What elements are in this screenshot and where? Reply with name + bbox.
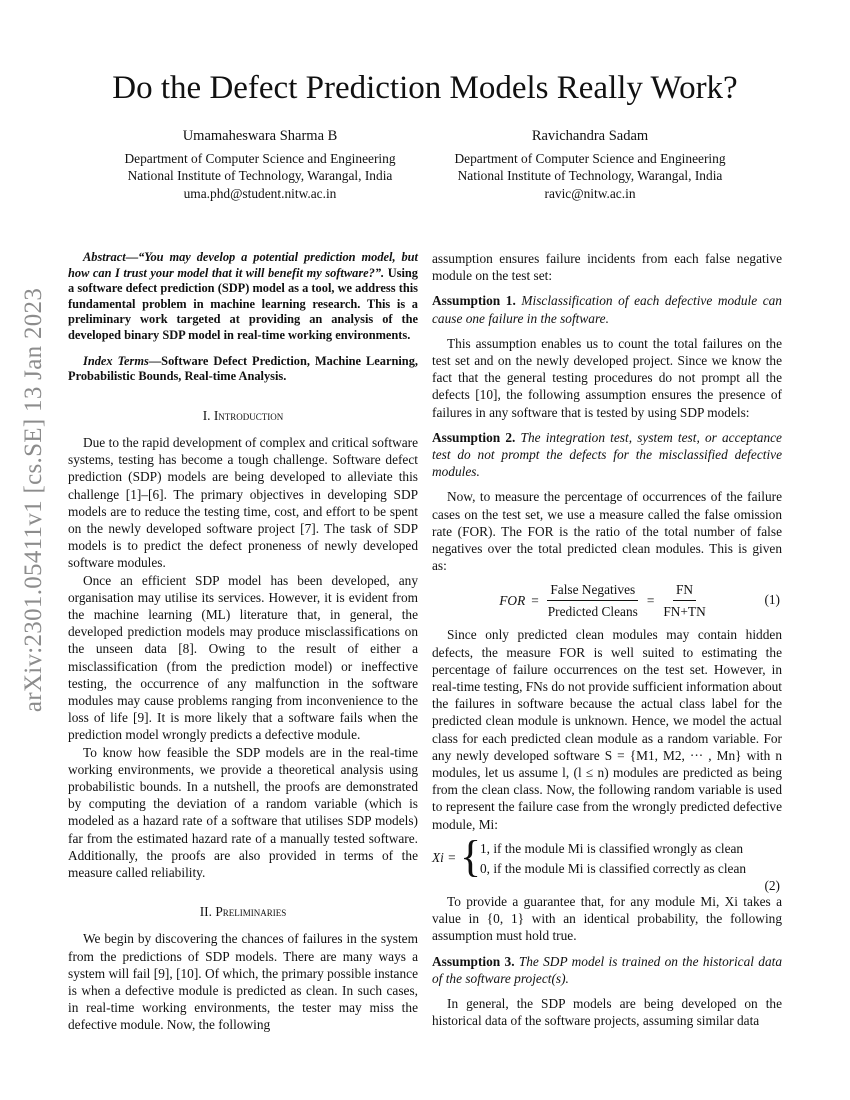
paragraph: To know how feasible the SDP models are in the real-time working environments, we provide a theoretical analysis using probabilistic bounds. In a nutshell, the proofs are demonstrated by computing the deviation of a random variable (which is modeled as a hazard rate of a software that utilises SDP models) far from the estimated hazard rate of a manually tested software. Additionally, the proofs are also provided in terms of the measure called reliability. — [68, 744, 418, 881]
author-inst: National Institute of Technology, Warangal, India — [127, 168, 393, 183]
author-dept: Department of Computer Science and Engineering — [124, 150, 396, 166]
author-email: ravic@nitw.ac.in — [544, 185, 636, 201]
paragraph: Due to the rapid development of complex and critical software systems, testing has become a tough challenge. Software defect prediction (SDP) models are being developed to alleviate this challenge [1]–[6]. The primary objectives in developing SDP models are to reduce the testing time, cost, and effort to be spent on the newly developed software project [7]. The task of SDP models is to predict the defect proneness of newly developed software modules. — [68, 434, 418, 571]
brace-icon: { — [460, 831, 482, 881]
fraction: $\frac{\text{False Negatives}}{\text{Predicted Cleans}}$ — [547, 581, 638, 619]
left-column — [68, 250, 418, 1034]
assumption-2: Assumption 2. The integration test, system test, or acceptance test do not prompt the defects for the misclassified defective modules. — [432, 429, 782, 480]
equation-1: FOR = $\frac{\text{False Negatives}}{\text{Predicted Cleans}}$ = $\frac{FN}{FN+TN}$ (1) — [499, 581, 780, 619]
section-heading-preliminaries: II. Preliminaries — [199, 904, 287, 920]
paragraph: Now, to measure the percentage of occurrences of the failure cases on the test set, we use a measure called the false omission rate (FOR). The FOR is the ratio of the total number of false negatives over the total predicted clean modules. This is given as: — [432, 489, 782, 574]
paragraph: We begin by discovering the chances of failures in the system from the predictions of SDP models. There are many ways a system will fail [9], [10]. Of which, the primary possible instance is when a defective module is predicted as clean. In such cases, in real-time working environments, the tester may miss the defective module. Now, the following — [68, 931, 418, 1033]
abstract-label: Abstract — [83, 250, 126, 264]
equation-number: (1) — [764, 592, 780, 608]
author-name: Umamaheswara Sharma B — [182, 128, 338, 144]
paper-title: Do the Defect Prediction Models Really Work? — [112, 70, 738, 106]
paragraph: assumption ensures failure incidents from each false negative module on the test set: — [432, 251, 782, 284]
equation-2: Xi = { 1, if the module Mi is classified wrongly as clean 0, if the module Mi is classified correctly as clean (2) — [432, 831, 780, 893]
paragraph: Since only predicted clean modules may contain hidden defects, the measure FOR is well suited to estimating the percentage of failure occurrences on the test set. However, in real-time testing, FNs do not provide sufficient information about the failures in software because the actual class label for the predicted clean module is unknown. Hence, we model the actual class for each predicted clean module as a random variable. For any newly developed software S = {M1, M2, ··· , Mn} with n modules, let us assume l, (l ≤ n) modules are predicted as being from the clean class. Now, the following random variable is used to represent the failure case from the wrongly predicted defective module, Mi: — [432, 627, 782, 832]
paragraph: This assumption enables us to count the total failures on the test set and on the newly developed project. Since we know the fact that the general testing procedures do not prompt all the defects [10], the following assumption ensures the presence of failures in any software that is tested by using SDP models: — [432, 335, 782, 420]
author-dept: Department of Computer Science and Engineering — [454, 150, 726, 166]
paragraph: In general, the SDP models are being developed on the historical data of the software projects, assuming similar data — [432, 995, 782, 1029]
equation-number: (2) — [764, 877, 780, 893]
author-name: Ravichandra Sadam — [531, 128, 649, 144]
assumption-3: Assumption 3. The SDP model is trained on the historical data of the software project(s). — [432, 953, 782, 986]
index-terms-label: Index Terms — [83, 353, 149, 368]
abstract: Abstract—“You may develop a potential prediction model, but how can I trust your model that it will benefit my software?”. Using a software defect prediction (SDP) model as a tool, we address this fundamental problem in machine learning research. This is a preliminary work targeted at providing an analysis of the developed binary SDP model in real-time working environments. — [68, 250, 418, 342]
fraction: $\frac{FN}{FN+TN}$ — [663, 581, 706, 619]
author-inst: National Institute of Technology, Warangal, India — [457, 168, 723, 183]
author-block-2 — [425, 128, 755, 202]
paragraph: Once an efficient SDP model has been developed, any organisation may utilise its services. However, it is evident from the machine learning (ML) literature that, in general, the developed prediction models may produce misclassifications on the unseen data [8]. Owing to the result of either a misclassification (from the prediction model) or ineffective testing, the occurrence of any malfunction in the software modules may cause problems ranging from inconvenience to the loss of life [9]. It is more likely that a software fails when the prediction model wrongly predicts a defective module. — [68, 572, 418, 743]
section-heading-introduction: I. Introduction — [202, 407, 284, 423]
paragraph: To provide a guarantee that, for any module Mi, Xi takes a value in {0, 1} with an identical probability, the following assumption must hold true. — [432, 893, 782, 944]
abstract-quote: “You may develop a potential prediction model, but how can I trust your model that it will benefit my software?”. — [68, 250, 418, 280]
author-block-1 — [95, 128, 425, 202]
index-terms: Index Terms—Software Defect Prediction, Machine Learning, Probabilistic Bounds, Real-time Analysis. — [68, 353, 418, 384]
right-column — [432, 250, 782, 1029]
arxiv-stamp: arXiv:2301.05411v1 [cs.SE] 13 Jan 2023 — [20, 287, 48, 713]
assumption-1: Assumption 1. Misclassification of each defective module can cause one failure in the software. — [432, 293, 782, 326]
abstract-text: Using a software defect prediction (SDP) model as a tool, we address this fundamental problem in machine learning research. This is a preliminary work targeted at providing an analysis of the developed binary SDP model in real-time working environments. — [68, 265, 418, 342]
author-email: uma.phd@student.nitw.ac.in — [183, 185, 337, 201]
